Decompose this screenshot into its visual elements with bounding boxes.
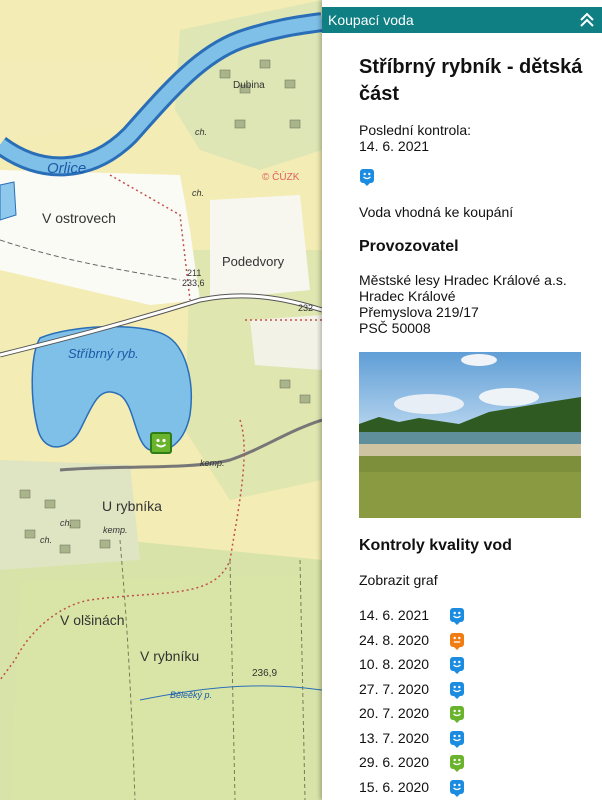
check-date: 20. 7. 2020 (359, 705, 430, 721)
elevation-label: 236,9 (252, 668, 278, 679)
panel-header (322, 7, 602, 33)
show-chart-link[interactable]: Zobrazit graf (359, 572, 438, 588)
label-olsinach: V olšinách (60, 612, 125, 628)
operator-name: Městské lesy Hradec Králové a.s. (359, 272, 567, 288)
label-ostrovech: V ostrovech (42, 210, 116, 226)
elevation-label: 232 (298, 303, 314, 313)
operator-street: Přemyslova 219/17 (359, 304, 479, 320)
check-row (359, 681, 479, 699)
elevation-label: 211 (187, 268, 202, 278)
label-podedvory: Podedvory (222, 254, 285, 269)
label-cuzk: © ČÚZK (262, 172, 300, 183)
panel-title: Koupací voda (328, 12, 414, 28)
label-orlice: Orlice (47, 160, 87, 177)
label-chata: ch. (195, 127, 208, 137)
operator-city: Hradec Králové (359, 288, 456, 304)
check-date: 13. 7. 2020 (359, 729, 430, 746)
label-u-rybnika: U rybníka (102, 498, 162, 514)
site-photo (359, 352, 581, 518)
check-row (359, 632, 479, 650)
last-check-date: 14. 6. 2021 (359, 138, 430, 154)
check-date: 15. 6. 2020 (359, 778, 430, 795)
elevation-label: 233,6 (182, 278, 205, 288)
check-row (359, 754, 479, 772)
smiley-icon[interactable] (450, 706, 464, 720)
neutral-face-icon[interactable] (450, 633, 464, 647)
status-smiley-icon (360, 169, 374, 183)
quality-heading: Kontroly kvality vod (359, 537, 512, 554)
check-date: 29. 6. 2020 (359, 754, 430, 770)
check-row (359, 607, 479, 625)
check-date: 10. 8. 2020 (359, 656, 430, 672)
check-row (359, 730, 479, 748)
smiley-icon[interactable] (450, 780, 464, 794)
smiley-icon[interactable] (450, 657, 464, 671)
label-belecky: Běleěký p. (170, 690, 213, 700)
check-row (359, 705, 479, 723)
operator-zip: PSČ 50008 (359, 320, 431, 336)
bathing-site-marker[interactable] (150, 432, 172, 454)
smiley-icon[interactable] (450, 731, 464, 745)
label-stribrny: Stříbrný ryb. (68, 346, 139, 361)
label-kemp-2: kemp. (103, 525, 128, 535)
label-chata: ch. (40, 535, 53, 545)
label-chata: ch. (192, 188, 205, 198)
operator-heading: Provozovatel (359, 238, 459, 255)
status-text: Voda vhodná ke koupání (359, 204, 514, 220)
check-row (359, 656, 479, 674)
chevron-double-up-icon[interactable] (578, 11, 596, 29)
smiley-icon[interactable] (450, 682, 464, 696)
label-chata: ch. (60, 518, 73, 528)
smiley-icon[interactable] (450, 755, 464, 769)
check-date: 24. 8. 2020 (359, 631, 430, 648)
bathing-water-panel (322, 0, 602, 800)
check-row (359, 779, 479, 797)
smiley-icon[interactable] (450, 608, 464, 622)
label-dubina: Dubina (233, 80, 265, 91)
label-v-rybniku: V rybníku (140, 648, 200, 664)
smiley-icon (152, 434, 170, 452)
last-check-label: Poslední kontrola: (359, 122, 472, 138)
label-kemp-1: kemp. (200, 458, 225, 468)
site-name: Stříbrný rybník - dětská část (359, 56, 583, 105)
check-date: 27. 7. 2020 (359, 680, 430, 697)
check-date: 14. 6. 2021 (359, 607, 430, 623)
